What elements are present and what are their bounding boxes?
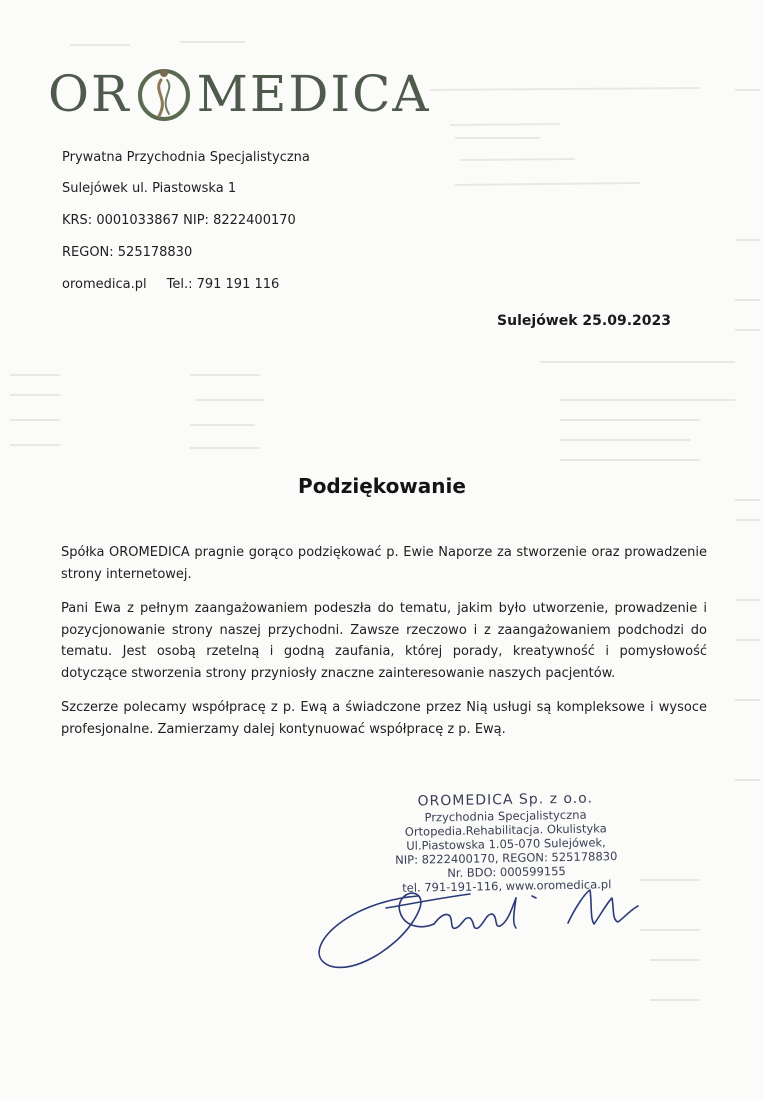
logo-emblem-icon: [135, 64, 193, 124]
body-paragraph: Pani Ewa z pełnym zaangażowaniem podeszła do tematu, jakim było utworzenie, prowadzenie i pozycjonowanie strony naszej przychodni. Zawsze rzeczowo i z zaangażowaniem podchodzi do tematu. Jest osobą rzetelną i godną zaufania, której porady, kreatywność i pomysłowość dotyczące stworzenia strony przyniosły znaczne zainteresowanie naszych pacjentów.: [61, 601, 707, 681]
stamp-company-name: OROMEDICA Sp. z o.o.: [417, 790, 594, 810]
letter-body: [61, 542, 707, 753]
sender-krs-nip: KRS: 0001033867 NIP: 8222400170: [62, 213, 296, 228]
handwritten-signature: [300, 868, 660, 978]
sender-phone: Tel.: 791 191 116: [166, 277, 280, 292]
sender-regon: REGON: 525178830: [62, 245, 193, 260]
sender-website: oromedica.pl: [62, 277, 147, 292]
stamp-contact: tel. 791-191-116, www.oromedica.pl: [402, 877, 612, 895]
stamp-address: Ul.Piastowska 1.05-070 Sulejówek,: [406, 835, 606, 853]
body-paragraph: Szczerze polecamy współpracę z p. Ewą a świadczone przez Nią usługi są kompleksowe i wysoce profesjonalne. Zamierzamy dalej kontynuować współpracę z p. Ewą.: [61, 700, 707, 737]
letter-date: Sulejówek 25.09.2023: [497, 313, 671, 329]
stamp-bdo: Nr. BDO: 000599155: [447, 863, 566, 881]
stamp-nip-regon: NIP: 8222400170, REGON: 525178830: [395, 849, 618, 867]
sender-name: Prywatna Przychodnia Specjalistyczna: [62, 150, 310, 165]
sender-contact: [62, 278, 279, 291]
logo-text-right: MEDICA: [196, 65, 431, 123]
stamp-specialties: Ortopedia.Rehabilitacja. Okulistyka: [404, 821, 607, 839]
letter-title: Podziękowanie: [298, 474, 466, 498]
body-paragraph: Spółka OROMEDICA pragnie gorąco podziękować p. Ewie Naporze za stworzenie oraz prowadzenie strony internetowej.: [61, 545, 707, 582]
company-logo: [48, 62, 431, 126]
stamp-clinic-type: Przychodnia Specjalistyczna: [424, 807, 587, 825]
logo-text-left: OR: [48, 65, 131, 123]
sender-address: Sulejówek ul. Piastowska 1: [62, 181, 237, 196]
